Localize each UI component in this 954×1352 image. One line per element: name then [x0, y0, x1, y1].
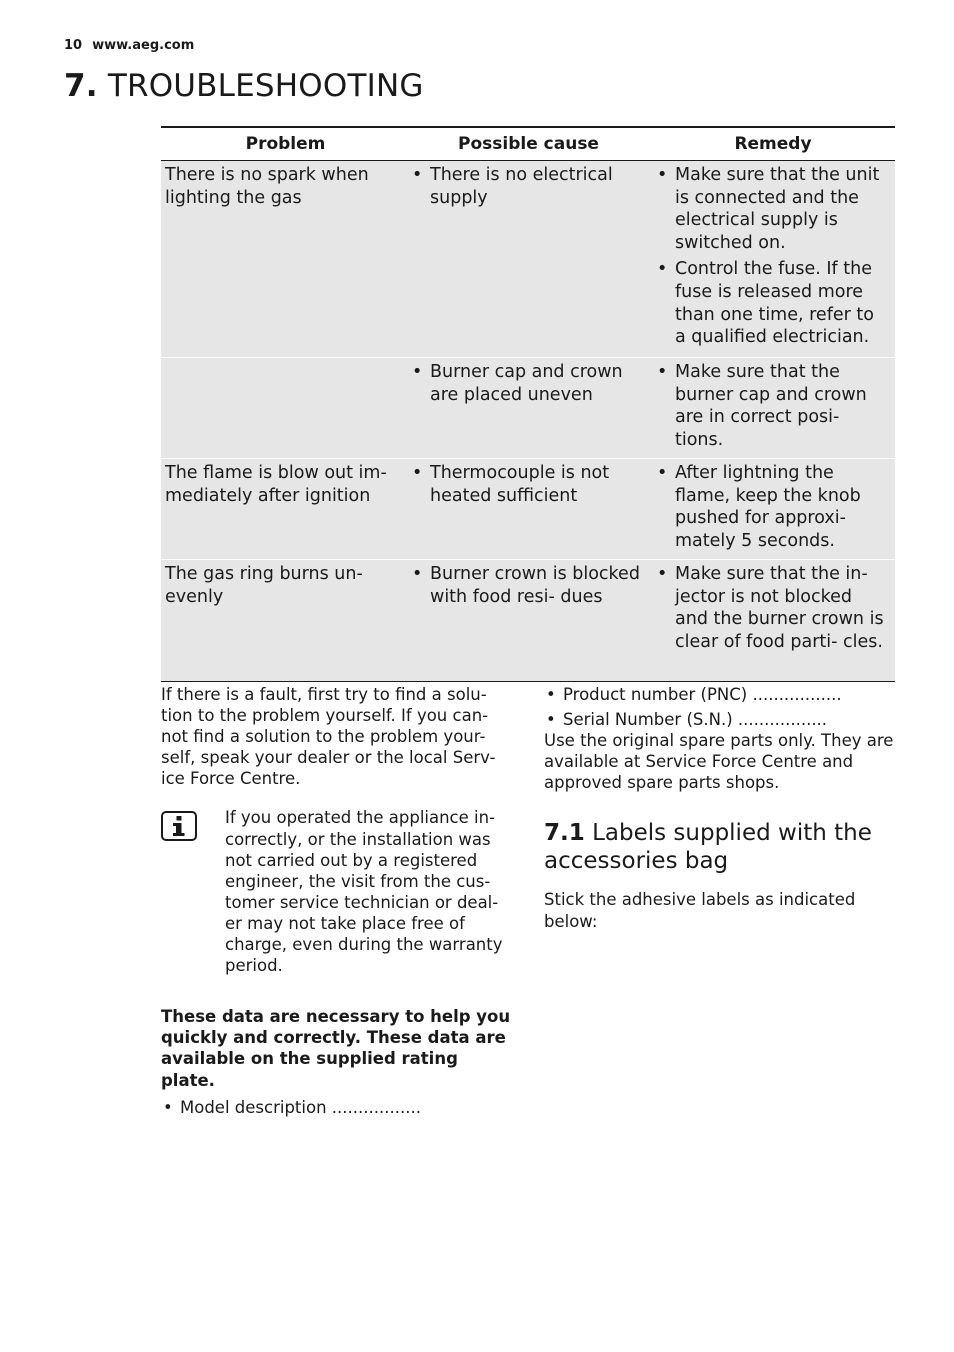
subsection-number: 7.1 — [544, 820, 585, 847]
remedy-cell — [651, 462, 895, 559]
subsection-heading — [544, 819, 904, 875]
list-item: • Serial Number (S.N.) ................. — [544, 709, 904, 730]
list-item: • Model description ................. — [161, 1097, 511, 1118]
page-number: 10 — [64, 38, 83, 53]
cause-item: • Thermocouple is not heated sufficient — [406, 462, 651, 507]
table-header — [161, 128, 895, 161]
table-row — [161, 560, 895, 682]
problem-cell: The flame is blow out im- mediately after ignition — [165, 463, 387, 506]
right-column — [544, 684, 904, 932]
info-icon — [161, 811, 197, 841]
remedy-item: • Make sure that the in- jector is not blocked and the burner crown is clear of food parti- cles. — [651, 563, 895, 653]
cause-cell — [406, 563, 651, 681]
cause-cell — [406, 164, 651, 357]
section-title: TROUBLESHOOTING — [107, 68, 424, 104]
remedy-cell — [651, 361, 895, 458]
section-number: 7. — [64, 68, 98, 104]
subsection-title: Labels supplied with the accessories bag — [544, 820, 872, 875]
cause-cell — [406, 462, 651, 559]
problem-cell: There is no spark when lighting the gas — [165, 165, 369, 208]
cause-item: • There is no electrical supply — [406, 164, 651, 209]
spare-parts-paragraph: Use the original spare parts only. They are available at Service Force Centre and approved spare parts shops. — [544, 731, 894, 793]
left-column — [161, 684, 511, 1122]
remedy-cell — [651, 164, 895, 357]
table-row — [161, 358, 895, 459]
info-text: If you operated the appliance in- correctly, or the installation was not carried out by a registered engineer, the visit from the cus- tomer service technician or deal- er may not take place free of charge, even during the warranty period. — [225, 808, 503, 976]
data-list — [544, 684, 904, 730]
info-note — [161, 807, 511, 976]
list-item: • Product number (PNC) ................. — [544, 684, 904, 705]
intro-paragraph: If there is a fault, first try to find a solu- tion to the problem yourself. If you can- not find a solution to the problem your- self, speak your dealer or the local Serv- ice Force Centre. — [161, 685, 496, 789]
remedy-item: • Make sure that the burner cap and crown are in correct posi- tions. — [651, 361, 895, 451]
column-header-remedy: Remedy — [734, 134, 812, 154]
troubleshooting-table — [161, 126, 895, 682]
page-header — [64, 38, 194, 53]
remedy-item: • After lightning the flame, keep the knob pushed for approxi- mately 5 seconds. — [651, 462, 895, 552]
remedy-item: • Control the fuse. If the fuse is released more than one time, refer to a qualified electrician. — [651, 258, 895, 348]
problem-cell — [161, 361, 406, 458]
subsection-text: Stick the adhesive labels as indicated below: — [544, 890, 856, 931]
table-row — [161, 459, 895, 560]
site-url: www.aeg.com — [92, 38, 195, 53]
remedy-cell — [651, 563, 895, 681]
column-header-problem: Problem — [245, 134, 326, 154]
remedy-item: • Make sure that the unit is connected and the electrical supply is switched on. — [651, 164, 895, 254]
page-title — [64, 68, 424, 104]
cause-item: • Burner crown is blocked with food resi- dues — [406, 563, 651, 608]
problem-cell: The gas ring burns un- evenly — [165, 564, 363, 607]
table-row — [161, 161, 895, 358]
column-header-cause: Possible cause — [458, 134, 599, 154]
cause-item: • Burner cap and crown are placed uneven — [406, 361, 651, 406]
data-list — [161, 1097, 511, 1118]
rating-plate-note: These data are necessary to help you quickly and correctly. These data are available on the supplied rating plate. — [161, 1007, 511, 1090]
cause-cell — [406, 361, 651, 458]
